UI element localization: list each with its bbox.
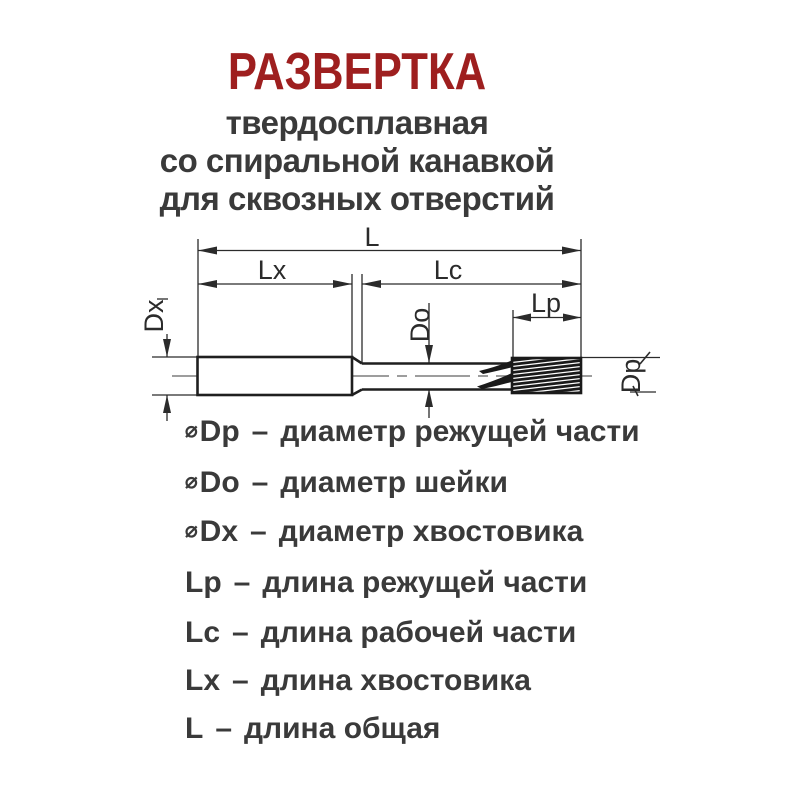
diameter-symbol: ⌀ xyxy=(185,519,198,542)
legend-description: длина рабочей части xyxy=(260,616,577,649)
legend-dash: – xyxy=(232,616,249,649)
dimension-total-length xyxy=(198,247,581,255)
subtitle-line-1: твердосплавная xyxy=(225,104,489,141)
legend-description: длина хвостовика xyxy=(260,664,531,697)
legend-item-lp xyxy=(185,564,587,602)
label-cutting-length: Lp xyxy=(530,288,562,318)
label-total-length: L xyxy=(364,222,380,252)
shank xyxy=(198,357,353,395)
diameter-symbol: ⌀ xyxy=(185,470,198,493)
diameter-symbol: ⌀ xyxy=(185,419,198,442)
legend-symbol: Lc xyxy=(185,616,221,649)
legend-symbol: Dx xyxy=(199,515,239,548)
legend-item-l xyxy=(185,710,440,748)
label-working-length: Lc xyxy=(433,255,463,285)
flute-body xyxy=(477,348,585,401)
legend-dash: – xyxy=(232,664,249,697)
legend-item-lc xyxy=(185,614,576,652)
legend-description: диаметр режущей части xyxy=(280,415,640,448)
legend-item-dx xyxy=(185,513,583,551)
flute-runout-lower xyxy=(477,373,513,390)
legend-item-do xyxy=(185,464,508,502)
legend-dash: – xyxy=(233,566,251,599)
legend-dash: – xyxy=(251,415,269,448)
legend-symbol: Lx xyxy=(185,664,221,697)
label-cutting-diameter: Dp xyxy=(616,358,646,394)
label-neck-diameter: Do xyxy=(405,307,435,343)
taper-bottom xyxy=(352,390,362,396)
legend-description: диаметр хвостовика xyxy=(278,515,584,548)
legend-dash: – xyxy=(251,466,269,499)
legend-description: диаметр шейки xyxy=(280,466,508,499)
legend-item-lx xyxy=(185,662,531,700)
legend-description: длина режущей части xyxy=(262,566,588,599)
label-shank-diameter: Dx xyxy=(139,299,169,333)
taper-top xyxy=(352,357,362,364)
legend-item-dp xyxy=(185,413,640,451)
subtitle-line-2: со спиральной канавкой xyxy=(159,142,555,179)
legend-description: длина общая xyxy=(244,712,441,745)
dimension-working-length xyxy=(362,280,581,288)
legend-symbol: Dp xyxy=(199,415,240,448)
legend-symbol: L xyxy=(185,712,204,745)
legend-symbol: Do xyxy=(199,466,240,499)
flute-runout-upper xyxy=(479,360,513,374)
legend-dash: – xyxy=(250,515,267,548)
subtitle-line-3: для сквозных отверстий xyxy=(159,180,555,217)
legend-symbol: Lp xyxy=(185,566,222,599)
legend-dash: – xyxy=(215,712,233,745)
page-title: РАЗВЕРТКА xyxy=(227,43,487,101)
label-shank-length: Lx xyxy=(257,255,287,285)
